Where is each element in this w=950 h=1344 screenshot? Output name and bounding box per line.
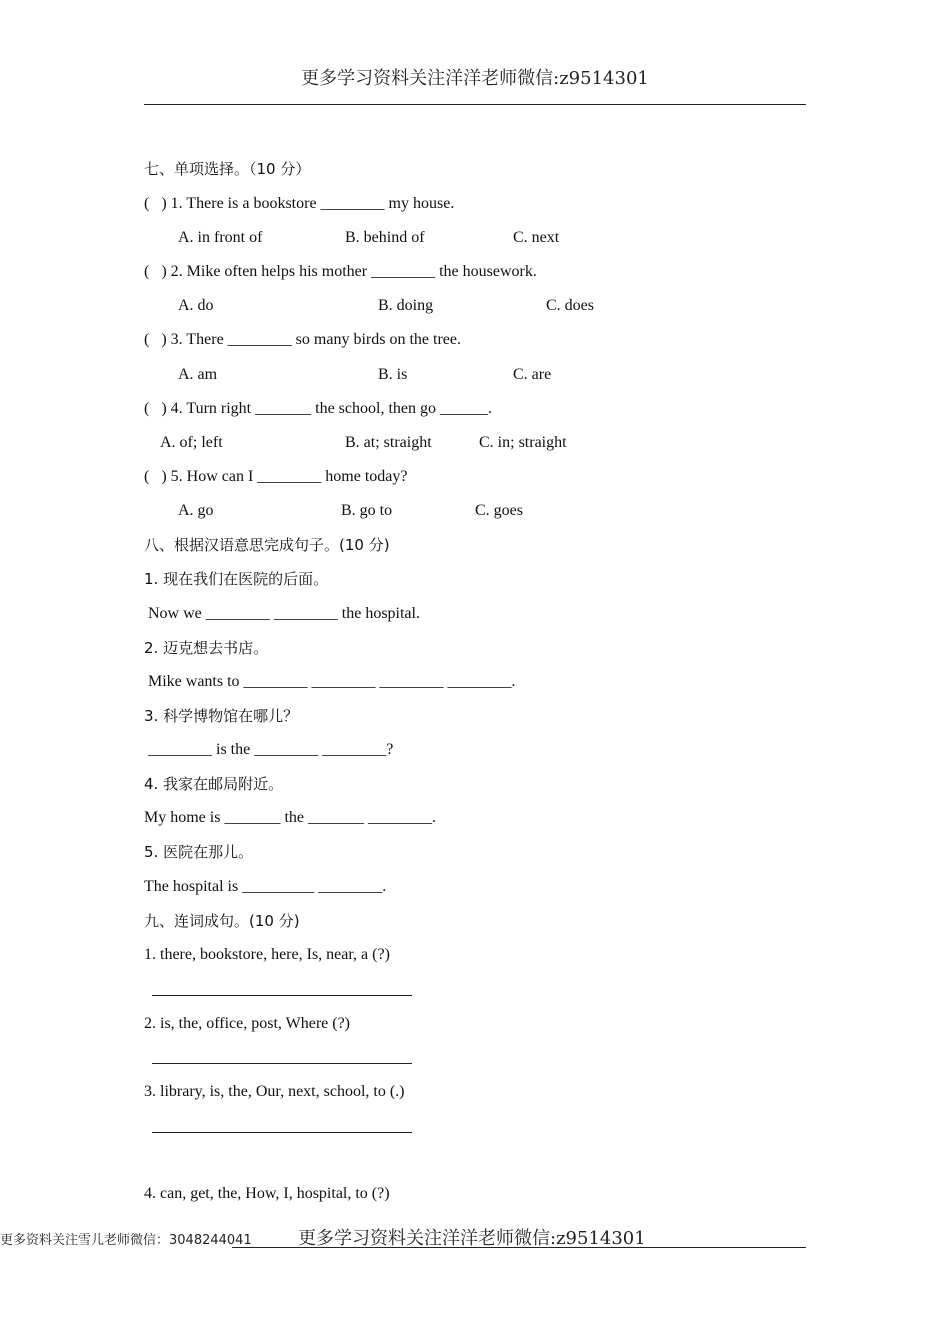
footer-center-note: 更多学习资料关注洋洋老师微信:z9514301 bbox=[298, 1228, 646, 1249]
footer-rule bbox=[232, 1247, 806, 1248]
footer-left-note: 更多资料关注雪儿老师微信：3048244041 bbox=[0, 1233, 252, 1248]
q4-option-c: C. in; straight bbox=[479, 434, 567, 451]
s8-item5-chinese: 5. 医院在那儿。 bbox=[144, 843, 254, 861]
s8-item2-english: Mike wants to ________ ________ ________ ________. bbox=[144, 673, 516, 690]
q1-stem: ( ) 1. There is a bookstore ________ my house. bbox=[144, 195, 455, 212]
s9-item2-answer-line bbox=[152, 1063, 412, 1064]
header-rule bbox=[144, 104, 806, 105]
q5-option-b: B. go to bbox=[341, 502, 393, 519]
s9-item3: 3. library, is, the, Our, next, school, to (.) bbox=[144, 1083, 405, 1100]
s9-item3-answer-line bbox=[152, 1132, 412, 1133]
s9-item1: 1. there, bookstore, here, Is, near, a (?) bbox=[144, 946, 390, 963]
section9-title: 九、连词成句。(10 分) bbox=[144, 912, 300, 930]
q1-option-a: A. in front of bbox=[178, 229, 263, 246]
s8-item1-english: Now we ________ ________ the hospital. bbox=[144, 605, 420, 622]
q2-stem: ( ) 2. Mike often helps his mother ________ the housework. bbox=[144, 263, 537, 280]
s8-item2-chinese: 2. 迈克想去书店。 bbox=[144, 639, 269, 657]
q3-option-b: B. is bbox=[378, 366, 408, 383]
s8-item4-chinese: 4. 我家在邮局附近。 bbox=[144, 775, 284, 793]
s8-item5-english: The hospital is _________ ________. bbox=[144, 878, 387, 895]
q2-option-a: A. do bbox=[178, 297, 214, 314]
q1-option-c: C. next bbox=[513, 229, 560, 246]
s9-item2: 2. is, the, office, post, Where (?) bbox=[144, 1015, 351, 1032]
q4-stem: ( ) 4. Turn right _______ the school, then go ______. bbox=[144, 400, 492, 417]
section8-title: 八、根据汉语意思完成句子。(10 分) bbox=[144, 536, 390, 554]
q3-option-a: A. am bbox=[178, 366, 218, 383]
q5-option-a: A. go bbox=[178, 502, 214, 519]
section7-title: 七、单项选择。（10 分） bbox=[144, 160, 311, 178]
q4-option-b: B. at; straight bbox=[345, 434, 432, 451]
q2-option-c: C. does bbox=[546, 297, 594, 314]
s8-item4-english: My home is _______ the _______ ________. bbox=[144, 809, 436, 826]
s8-item1-chinese: 1. 现在我们在医院的后面。 bbox=[144, 570, 329, 588]
s8-item3-chinese: 3. 科学博物馆在哪儿？ bbox=[144, 707, 299, 725]
s9-item1-answer-line bbox=[152, 995, 412, 996]
q3-stem: ( ) 3. There ________ so many birds on the tree. bbox=[144, 331, 461, 348]
s8-item3-english: ________ is the ________ ________? bbox=[144, 741, 394, 758]
q5-stem: ( ) 5. How can I ________ home today? bbox=[144, 468, 408, 485]
s9-item4: 4. can, get, the, How, I, hospital, to (?) bbox=[144, 1185, 390, 1202]
q4-option-a: A. of; left bbox=[160, 434, 223, 451]
page-header: 更多学习资料关注洋洋老师微信:z9514301 bbox=[301, 68, 649, 89]
q2-option-b: B. doing bbox=[378, 297, 434, 314]
q3-option-c: C. are bbox=[513, 366, 552, 383]
q1-option-b: B. behind of bbox=[345, 229, 425, 246]
q5-option-c: C. goes bbox=[475, 502, 523, 519]
